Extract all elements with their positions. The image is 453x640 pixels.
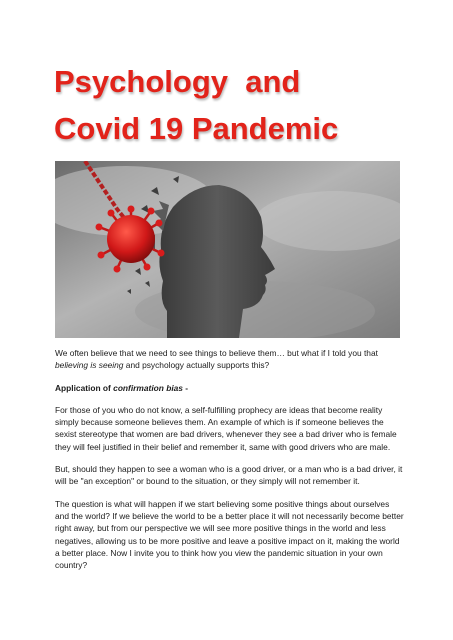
paragraph-self-fulfilling-prophecy: For those of you who do not know, a self-fulfilling prophecy are ideas that become reality simply because someone believes them. An example of which is if someone believes the sexist stereotype that women are bad drivers, whenever they see a bad driver who is female they will feel justified in their belief and remember it, same with good drivers who are male.	[55, 404, 397, 452]
paragraph-question: The question is what will happen if we start believing some positive things about ourselves and the world? If we believe the world to be a better place it will not necessarily become better right away, but from our perspective we will see more positive things in the world and less negatives, allowing us to be more positive and leave a positive impact on it, making the world a better place. Now I invite you to think how you view the pandemic situation in your own country?	[55, 498, 404, 571]
emphasis-confirmation-bias: confirmation bias	[113, 382, 183, 393]
title-line-2: Covid 19 Pandemic	[54, 111, 339, 146]
emphasis-believing-is-seeing: believing is seeing	[55, 360, 124, 371]
section-heading: Application of confirmation bias -	[55, 382, 189, 393]
paragraph-intro: We often believe that we need to see things to believe them… but what if I told you that believing is seeing and psychology actually supports this?	[55, 348, 378, 371]
hero-image	[55, 161, 400, 338]
page-title	[54, 58, 414, 152]
paragraph-exception: But, should they happen to see a woman who is a good driver, or a man who is a bad driver, it will be "an exception" or bound to the situation, or they simply will not remember it.	[55, 464, 403, 487]
article-body	[55, 347, 405, 581]
title-line-1: Psychology and	[54, 64, 301, 99]
